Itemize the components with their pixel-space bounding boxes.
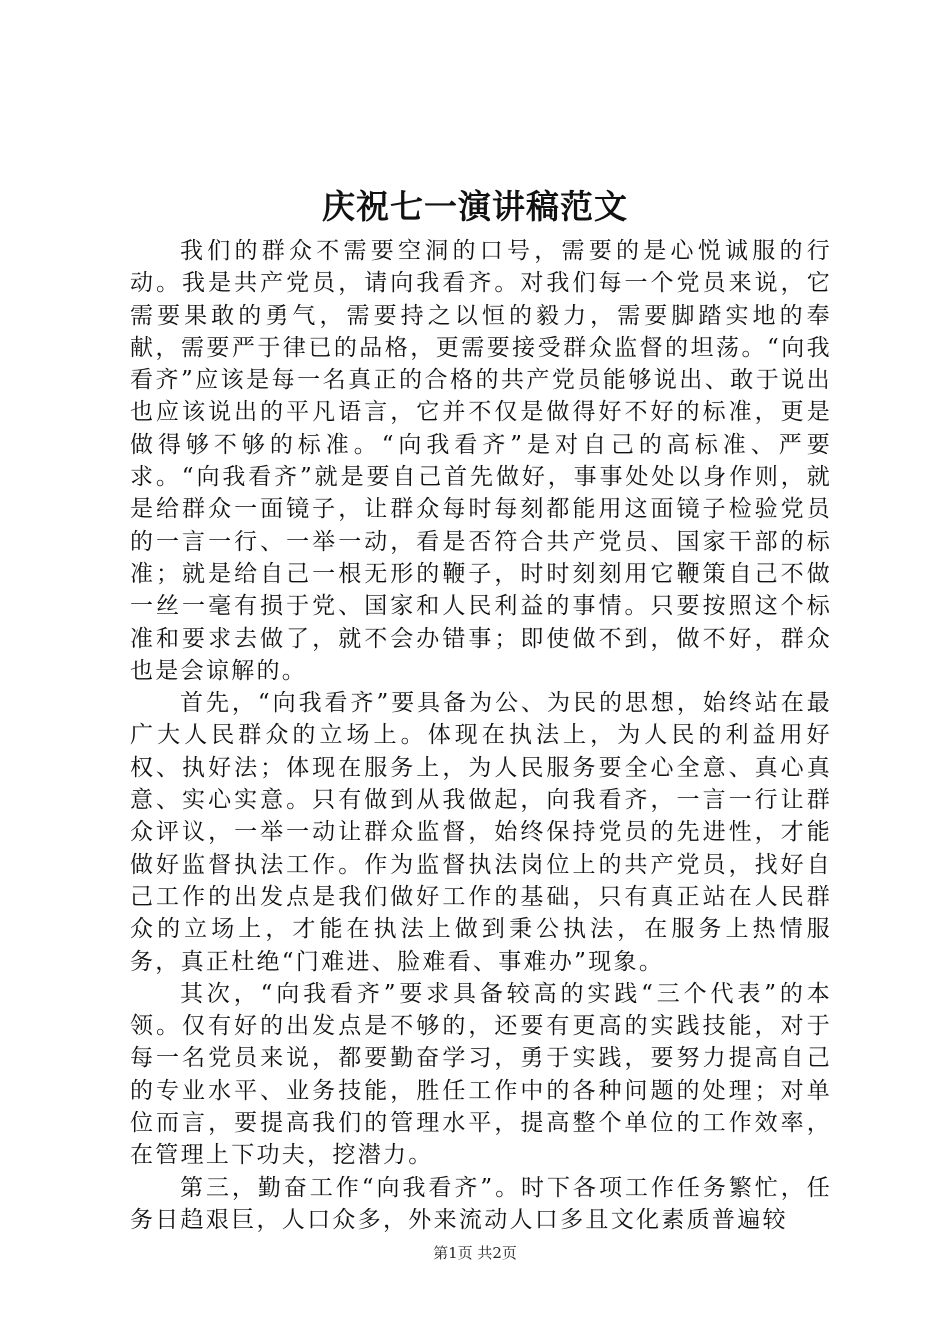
paragraph: 其次，“向我看齐”要求具备较高的实践“三个代表”的本领。仅有好的出发点是不够的，还要有更高的实践技能，对于每一名党员来说，都要勤奋学习，勇于实践，要努力提高自己的专业水平、业务技能，胜任工作中的各种问题的处理；对单位而言，要提高我们的管理水平，提高整个单位的工作效率，在管理上下功夫，挖潜力。: [130, 980, 832, 1169]
page-number-footer: 第1页 共2页: [433, 1244, 517, 1262]
document-body: [130, 235, 832, 1236]
paragraph: 首先，“向我看齐”要具备为公、为民的思想，始终站在最广大人民群众的立场上。体现在执法上，为人民的利益用好权、执好法；体现在服务上，为人民服务要全心全意、真心真意、实心实意。只有做到从我做起，向我看齐，一言一行让群众评议，一举一动让群众监督，始终保持党员的先进性，才能做好监督执法工作。作为监督执法岗位上的共产党员，找好自己工作的出发点是我们做好工作的基础，只有真正站在人民群众的立场上，才能在执法上做到秉公执法，在服务上热情服务，真正杜绝“门难进、脸难看、事难办”现象。: [130, 690, 832, 975]
paragraph: 第三，勤奋工作“向我看齐”。时下各项工作任务繁忙，任务日趋艰巨，人口众多，外来流动人口多且文化素质普遍较: [130, 1174, 832, 1233]
paragraph: 我们的群众不需要空洞的口号，需要的是心悦诚服的行动。我是共产党员，请向我看齐。对我们每一个党员来说，它需要果敢的勇气，需要持之以恒的毅力，需要脚踏实地的奉献，需要严于律已的品格，更需要接受群众监督的坦荡。“向我看齐”应该是每一名真正的合格的共产党员能够说出、敢于说出也应该说出的平凡语言，它并不仅是做得好不好的标准，更是做得够不够的标准。“向我看齐”是对自己的高标准、严要求。“向我看齐”就是要自己首先做好，事事处处以身作则，就是给群众一面镜子，让群众每时每刻都能用这面镜子检验党员的一言一行、一举一动，看是否符合共产党员、国家干部的标准；就是给自己一根无形的鞭子，时时刻刻用它鞭策自己不做一丝一毫有损于党、国家和人民利益的事情。只要按照这个标准和要求去做了，就不会办错事；即使做不到，做不好，群众也是会谅解的。: [130, 238, 832, 684]
document-title: 庆祝七一演讲稿范文: [322, 187, 628, 226]
